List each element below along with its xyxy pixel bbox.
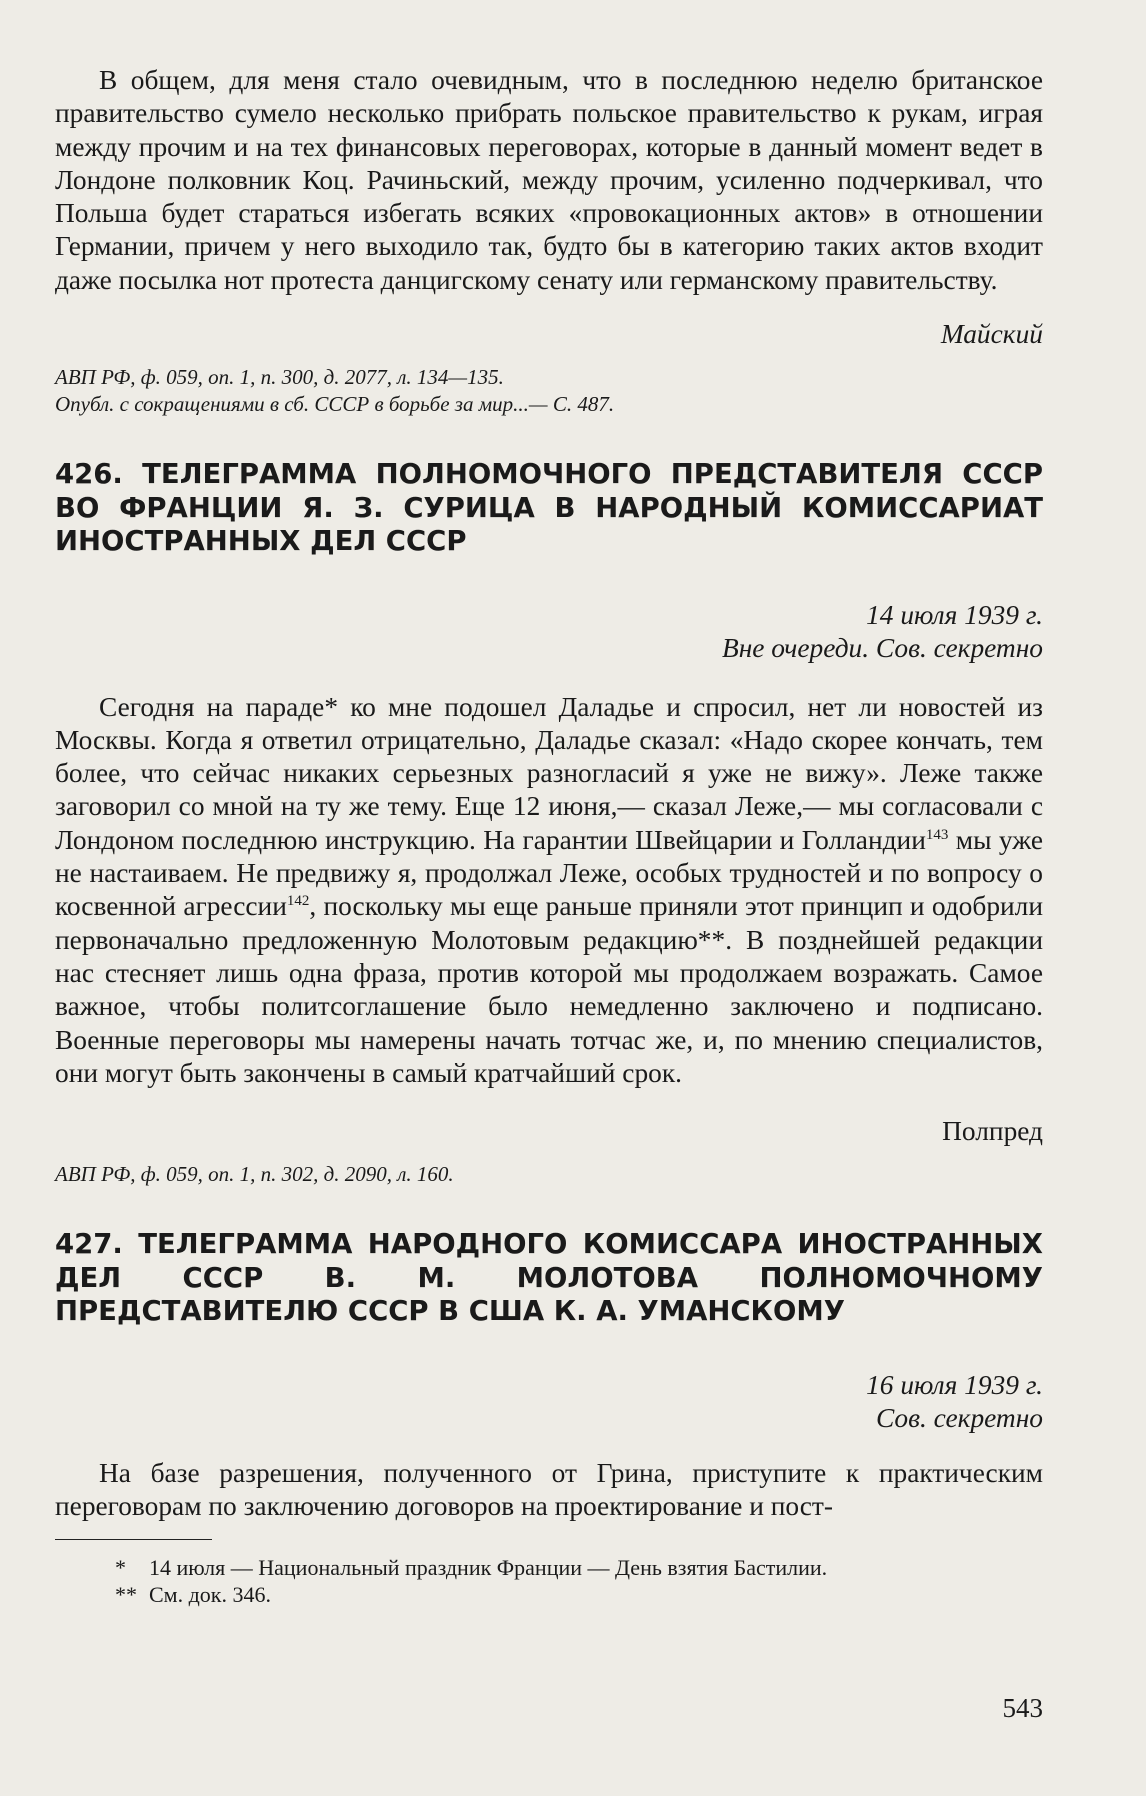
footnote-2 xyxy=(55,1581,1043,1608)
doc-426-title: ТЕЛЕГРАММА ПОЛНОМОЧНОГО ПРЕДСТАВИТЕЛЯ СССР ВО ФРАНЦИИ Я. З. СУРИЦА В НАРОДНЫЙ КОМИССАРИАТ ИНОСТРАННЫХ ДЕЛ СССР xyxy=(55,458,1043,558)
doc-426-text-part-3: , поскольку мы еще раньше приняли этот принцип и одобрили первоначально предложенную Молотовым редакцию**. В позднейшей редакции нас стесняет лишь одна фраза, против которой мы продолжаем возражать. Самое важное, чтобы политсоглашение было немедленно заключено и подписано. Военные переговоры мы намерены начать тотчас же, и, по мнению специалистов, они могут быть закончены в самый кратчайший срок. xyxy=(55,891,1043,1088)
doc-426-source: АВП РФ, ф. 059, оп. 1, п. 302, д. 2090, л. 160. xyxy=(55,1162,454,1187)
doc-426-number: 426. xyxy=(55,458,123,491)
footnote-2-text: См. док. 346. xyxy=(149,1582,271,1608)
doc-427-date: 16 июля 1939 г. xyxy=(866,1369,1043,1400)
doc-426-classification: Вне очереди. Сов. секретно xyxy=(721,632,1043,663)
footnote-1-mark: * xyxy=(115,1555,126,1581)
archive-source: АВП РФ, ф. 059, оп. 1, п. 300, д. 2077, л. 134—135. xyxy=(55,365,504,390)
doc-427-number: 427. xyxy=(55,1228,123,1261)
doc-427-heading xyxy=(55,1228,1043,1329)
ref-143: 143 xyxy=(925,826,949,843)
footnote-rule xyxy=(55,1539,212,1540)
ref-142: 142 xyxy=(286,893,310,910)
doc-426-date: 14 июля 1939 г. xyxy=(866,599,1043,630)
doc-427-text: На базе разрешения, полученного от Грина, приступите к практическим переговорам по заключению договоров на проектирование и пост- xyxy=(55,1457,1043,1521)
doc-427-classification: Сов. секретно xyxy=(875,1402,1043,1433)
doc-426-text-part-2: мы уже не настаиваем. Не предвижу я, продолжал Леже, особых трудностей и по вопросу о косвенной агрессии xyxy=(55,824,1043,922)
signature-polpred: Полпред xyxy=(942,1116,1043,1147)
doc-426-heading xyxy=(55,458,1043,559)
footnote-1 xyxy=(55,1554,1043,1581)
publication-source: Опубл. с сокращениями в сб. СССР в борьбе за мир...— С. 487. xyxy=(55,392,615,417)
intro-paragraph: В общем, для меня стало очевидным, что в последнюю неделю британское правительство сумело несколько прибрать польское правительство к рукам, играя между прочим и на тех финансовых переговорах, которые в данный момент ведет в Лондоне полковник Коц. Рачиньский, между прочим, усиленно подчеркивал, что Польша будет стараться избегать всяких «провокационных актов» в отношении Германии, причем у него выходило так, будто бы в категорию таких актов входит даже посылка нот протеста данцигскому сенату или германскому правительству. xyxy=(55,65,1043,295)
doc-427-title: ТЕЛЕГРАММА НАРОДНОГО КОМИССАРА ИНОСТРАННЫХ ДЕЛ СССР В. М. МОЛОТОВА ПОЛНОМОЧНОМУ ПРЕДСТАВИТЕЛЮ СССР В США К. А. УМАНСКОМУ xyxy=(55,1228,1043,1328)
footnote-1-text: 14 июля — Национальный праздник Франции — День взятия Бастилии. xyxy=(149,1555,828,1581)
doc-426-text-part-1: Сегодня на параде* ко мне подошел Даладье и спросил, нет ли новостей из Москвы. Когда я ответил отрицательно, Даладье сказал: «Надо скорее кончать, тем более, что сейчас никаких серьезных разногласий я уже не вижу». Леже также заговорил со мной на ту же тему. Еще 12 июня,— сказал Леже,— мы согласовали с Лондоном последнюю инструкцию. На гарантии Швейцарии и Голландии xyxy=(55,691,1043,855)
doc-426-text xyxy=(55,691,1043,1091)
footnote-2-mark: ** xyxy=(115,1582,137,1608)
page-number: 543 xyxy=(1002,1693,1043,1723)
signature-maisky: Майский xyxy=(940,319,1043,350)
